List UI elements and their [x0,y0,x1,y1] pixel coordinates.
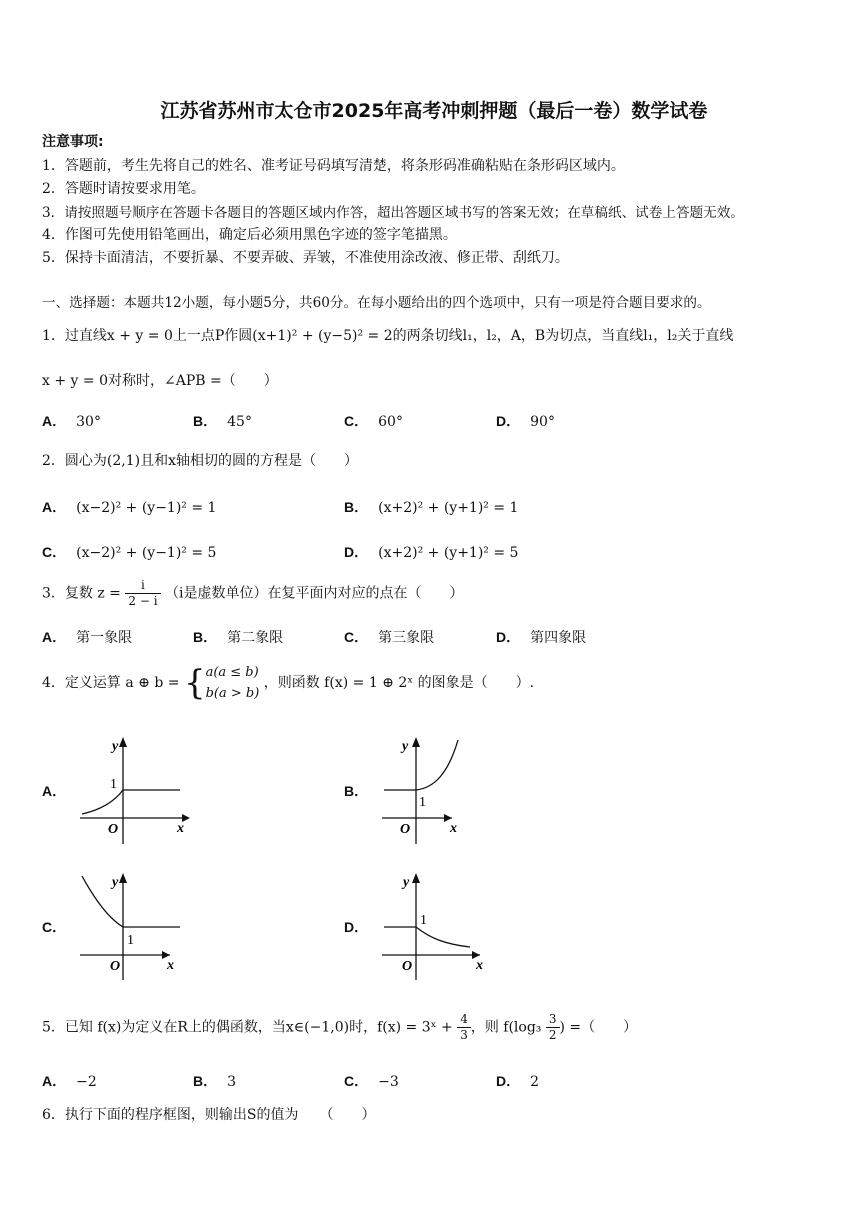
q5-option-d: D． 2 [496,1073,540,1090]
svg-text:x: x [177,821,184,836]
q1-option-c: C． 60° [344,413,403,430]
q4-cases: a(a ≤ b) b(a > b) [205,665,260,701]
notice-heading: 注意事项: [42,134,104,150]
svg-text:O: O [400,822,411,837]
svg-text:1: 1 [420,913,427,928]
q5-stem: 5．已知 f(x)为定义在R上的偶函数，当x∈(−1,0)时，f(x) = 3ˣ + $\frac{4}{3}$ ，则 f(log₃ $\frac{3}{2}$ ) =（ ） [42,1012,638,1042]
q4-graph-d-label: D． [344,919,369,935]
q5-fraction-4-3: $\frac{4}{3}$ [457,1012,471,1043]
q3-stem: 3．复数 z = $\frac{i}{2 - i}$ （i是虚数单位）在复平面内对应的点在（ ） [42,578,464,608]
page-title: 江苏省苏州市太仓市2025年高考冲刺押题（最后一卷）数学试卷 [160,100,708,122]
q4-graph-b [372,732,502,847]
svg-text:1: 1 [110,777,117,792]
svg-text:y: y [402,739,409,754]
q2-option-d: D． (x+2)² + (y+1)² = 5 [344,544,519,561]
q4-graph-a [70,732,200,847]
q4-graph-c-label: C． [42,919,67,935]
svg-text:x: x [476,958,483,973]
q6-stem: 6．执行下面的程序框图，则输出S的值为 （ ） [42,1107,376,1123]
q1-option-d: D． 90° [496,413,555,430]
q2-option-c: C． (x−2)² + (y−1)² = 5 [42,544,217,561]
q3-fraction: $\frac{i}{2 - i}$ [125,578,160,609]
q4-graph-a-label: A． [42,783,67,799]
q1-option-b: B． 45° [193,413,252,430]
notice-item: 4．作图可先使用铅笔画出，确定后必须用黑色字迹的签字笔描黑。 [42,227,457,243]
q5-option-b: B． 3 [193,1073,237,1090]
svg-text:y: y [112,875,119,890]
notice-item: 5．保持卡面清洁，不要折暴、不要弄破、弄皱，不准使用涂改液、修正带、刮纸刀。 [42,250,569,266]
q5-option-c: C． −3 [344,1073,399,1090]
q3-option-c: C． 第三象限 [344,629,435,646]
svg-text:O: O [108,822,119,837]
q3-option-a: A． 第一象限 [42,629,133,646]
svg-text:x: x [167,958,174,973]
svg-text:O: O [402,959,413,974]
q4-graph-b-label: B． [344,783,369,799]
q1-stem-line2: x + y = 0对称时，∠APB =（ ） [42,373,278,389]
notice-item: 2．答题时请按要求用笔。 [42,181,205,197]
notice-item: 1．答题前，考生先将自己的姓名、准考证号码填写清楚，将条形码准确粘贴在条形码区域内。 [42,158,625,174]
q1-stem-line1: 1．过直线x + y = 0上一点P作圆(x+1)² + (y−5)² = 2的两条切线l₁，l₂，A，B为切点，当直线l₁，l₂关于直线 [42,328,734,344]
q2-option-a: A． (x−2)² + (y−1)² = 1 [42,499,217,516]
q3-option-b: B． 第二象限 [193,629,284,646]
svg-text:O: O [110,959,121,974]
q3-option-d: D． 第四象限 [496,629,587,646]
q4-stem: 4．定义运算 a ⊕ b = { a(a ≤ b) b(a > b) ，则函数 f(x) = 1 ⊕ 2ˣ 的图象是（ ）. [42,663,535,703]
q1-option-a: A． 30° [42,413,101,430]
svg-text:y: y [403,875,410,890]
q4-graph-c [70,868,200,983]
section-heading: 一、选择题：本题共12小题，每小题5分，共60分。在每小题给出的四个选项中，只有一项是符合题目要求的。 [42,295,711,311]
q2-option-b: B． (x+2)² + (y+1)² = 1 [344,499,519,516]
q4-graph-d [372,868,502,983]
svg-text:x: x [450,821,457,836]
svg-text:1: 1 [419,795,426,810]
svg-text:1: 1 [127,933,134,948]
q4-brace: { [183,663,206,703]
q5-fraction-3-2: $\frac{3}{2}$ [546,1012,560,1043]
notice-item: 3．请按照题号顺序在答题卡各题目的答题区域内作答，超出答题区域书写的答案无效；在草稿纸、试卷上答题无效。 [42,205,744,221]
svg-text:y: y [112,739,119,754]
q2-stem: 2．圆心为(2,1)且和x轴相切的圆的方程是（ ） [42,453,358,469]
q5-option-a: A． −2 [42,1073,97,1090]
